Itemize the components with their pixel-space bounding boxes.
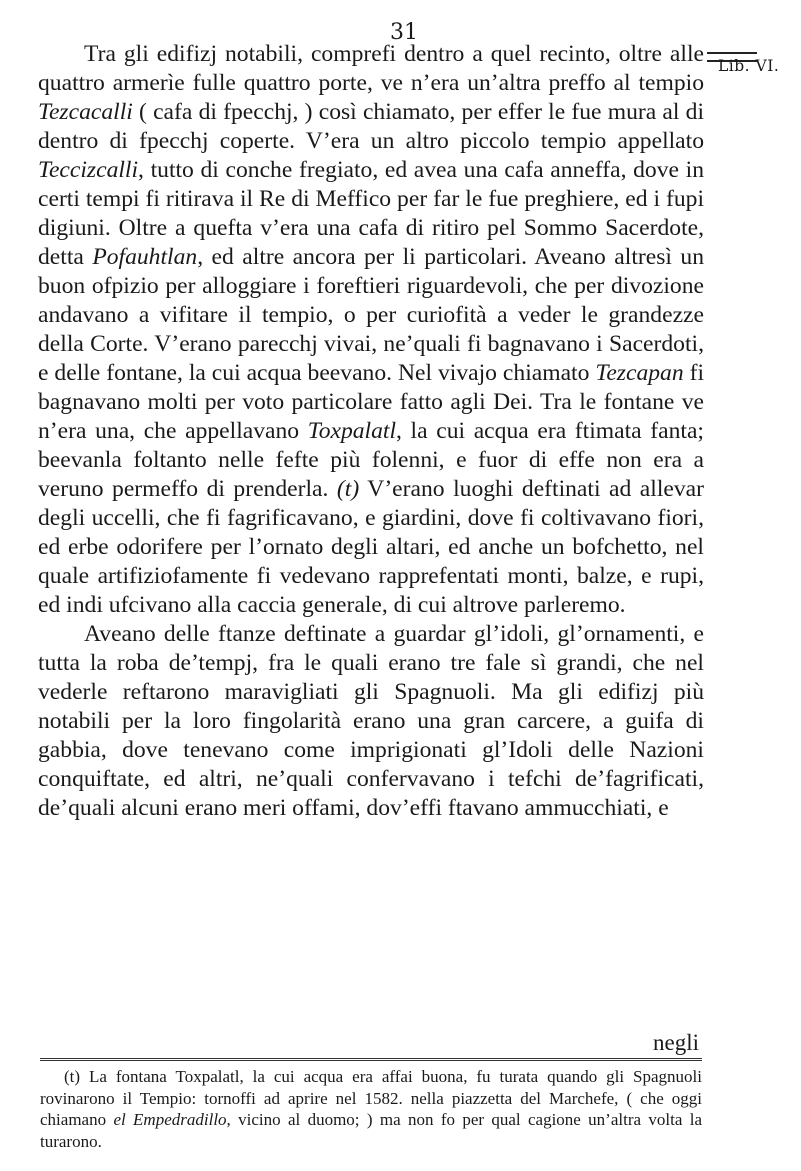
italic-run: Pofauhtlan: [92, 244, 198, 270]
italic-run: el Empedradillo: [113, 1110, 227, 1129]
text-run: (t) La fontana Toxpalatl, la cui acqua era affai buona, fu turata quando gli Spagnuoli rovinarono il Tempio: tornoffi ad aprire nel 1582. nella piazzetta del Marchefe, ( che oggi chiamano: [40, 1067, 702, 1129]
text-run: V’erano luoghi deftinati ad allevar degli uccelli, che fi fagrificavano, e giardini, dove fi coltivavano fiori, ed erbe odorifere per l’ornato degli altari, ed anche un bofchetto, nel quale artifiziofamente fi vedevano rapprefentati monti, balze, e rupi, ed indi ufcivano alla caccia generale, di cui altrove parleremo.: [38, 476, 704, 618]
text-run: , la cui acqua era ftimata fanta; beevanla foltanto nelle fefte più folenni, e fuor di effe non era a veruno permeffo di prenderla.: [38, 418, 704, 502]
text-run: , ed altre ancora per li particolari. Aveano altresì un buon ofpizio per alloggiare i foreftieri riguardevoli, che per divozione andavano a vifitare il tempio, o per curiofità a veder le grandezze della Corte. V’erano parecchj vivai, ne’quali fi bagnavano i Sacerdoti, e delle fontane, la cui acqua beevano. Nel vivajo chiamato: [38, 244, 705, 386]
italic-run: Tezcacalli: [38, 99, 133, 125]
page-number: 31: [390, 20, 418, 45]
text-run: ( cafa di fpecchj, ) così chiamato, per effer le fue mura al di dentro di fpecchj coperte. V’era un altro piccolo tempio appellato: [38, 99, 704, 154]
italic-run: Toxpalatl: [307, 418, 397, 444]
italic-run: Teccizcalli: [38, 157, 139, 183]
text-run: , vicino al duomo; ) ma non fo per qual cagione un’altra volta la turarono.: [40, 1110, 702, 1151]
main-text: [38, 40, 704, 823]
paragraph: [38, 40, 704, 620]
margin-note: Lib. VI.: [718, 57, 780, 75]
text-run: Tra gli edifizj notabili, comprefi dentro a quel recinto, oltre alle quattro armerìe fulle quattro porte, ve n’era un’altra preffo al tempio: [38, 41, 704, 96]
footnote-text: [40, 1066, 702, 1152]
catchword: negli: [653, 1030, 699, 1055]
text-run: fi bagnavano molti per voto particolare fatto agli Dei. Tra le fontane ve n’era una, che appellavano: [38, 360, 705, 444]
text-run: Aveano delle ftanze deftinate a guardar gl’idoli, gl’ornamenti, e tutta la roba de’tempj, fra le quali erano tre fale sì grandi, che nel vederle reftarono maravigliati gli Spagnuoli. Ma gli edifizj più notabili per la loro fingolarità erano una gran carcere, a guifa di gabbia, dove tenevano come imprigionati gl’Idoli delle Nazioni conquiftate, ed altri, ne’quali confervavano i tefchi de’fagrificati, de’quali alcuni erano meri offami, dov’effi ftavano ammucchiati, e: [38, 621, 704, 821]
text-run: , tutto di conche fregiato, ed avea una cafa anneffa, dove in certi tempi fi ritirava il Re di Meffico per far le fue preghiere, ed i fupi digiuni. Oltre a quefta v’era una cafa di ritiro pel Sommo Sacerdote, detta: [38, 157, 704, 270]
footnote: [40, 1066, 702, 1152]
italic-run: (t): [336, 476, 360, 502]
footnote-rule: [40, 1058, 702, 1061]
italic-run: Tezcapan: [595, 360, 684, 386]
paragraph: [38, 620, 704, 823]
